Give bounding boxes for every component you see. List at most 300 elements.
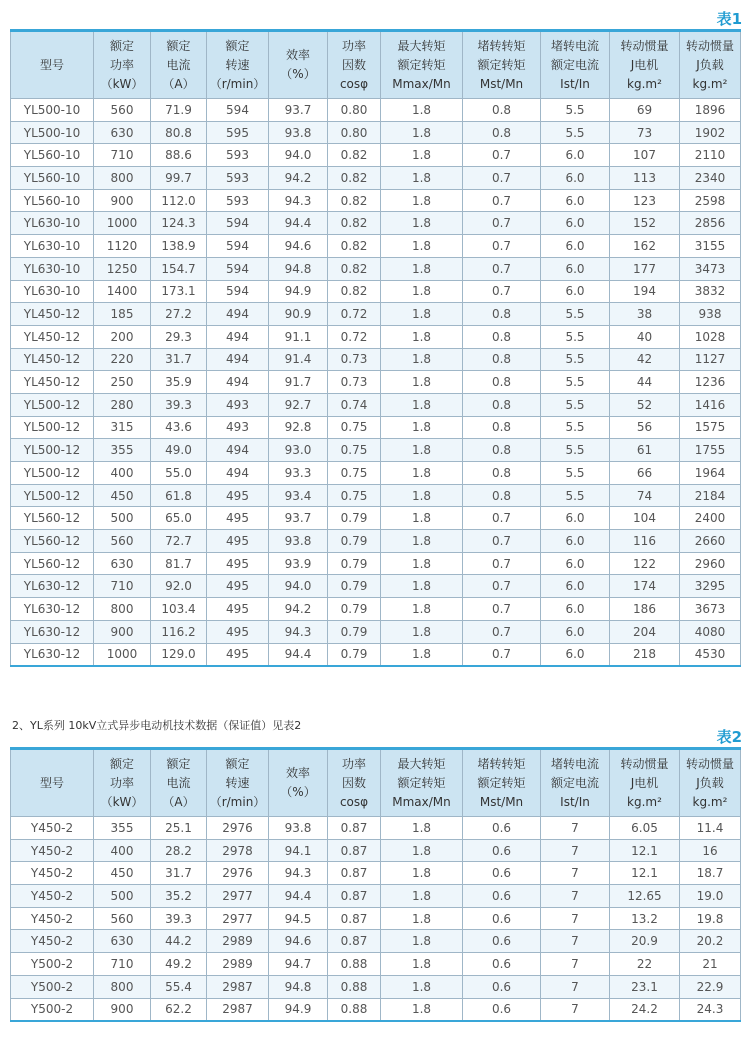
table-cell: 28.2 (151, 839, 207, 862)
table-cell: 94.5 (269, 907, 328, 930)
table-cell: 0.73 (328, 348, 381, 371)
table-cell: 0.87 (328, 862, 381, 885)
table-cell: YL560-10 (11, 189, 94, 212)
table-cell: 1.8 (381, 393, 463, 416)
table-cell: 0.8 (463, 325, 541, 348)
table-cell: 0.6 (463, 975, 541, 998)
column-header-line: 堵转转矩 (477, 38, 526, 53)
table-cell: 0.8 (463, 121, 541, 144)
table-cell: 112.0 (151, 189, 207, 212)
table-cell: 495 (207, 598, 269, 621)
table-cell: YL560-12 (11, 530, 94, 553)
table-cell: 1.8 (381, 371, 463, 394)
column-header-line: 效率 (285, 766, 310, 780)
table-cell: 74 (610, 484, 680, 507)
table-cell: YL450-12 (11, 325, 94, 348)
table-cell: 93.8 (269, 530, 328, 553)
table-cell: 500 (94, 507, 151, 530)
table-row (11, 817, 741, 840)
table-cell: 0.87 (328, 839, 381, 862)
table-cell: 6.0 (541, 643, 610, 666)
column-header-line: （r/min） (209, 76, 266, 91)
column-header (463, 31, 541, 99)
table-cell: 1.8 (381, 325, 463, 348)
table-cell: 4080 (680, 620, 741, 643)
table-cell: 94.8 (269, 257, 328, 280)
table-cell: 0.7 (463, 167, 541, 190)
column-header-line: 转动惯量 (620, 756, 669, 771)
table-row (11, 393, 741, 416)
table-cell: 593 (207, 167, 269, 190)
table-cell: 2184 (680, 484, 741, 507)
table-cell: 27.2 (151, 303, 207, 326)
table-row (11, 598, 741, 621)
table-cell: YL560-10 (11, 144, 94, 167)
table-cell: 5.5 (541, 325, 610, 348)
table-cell: 0.6 (463, 907, 541, 930)
table-row (11, 998, 741, 1021)
table-cell: 1.8 (381, 620, 463, 643)
table-cell: 5.5 (541, 416, 610, 439)
table-cell: 0.88 (328, 953, 381, 976)
table-cell: 560 (94, 907, 151, 930)
table-cell: 1964 (680, 462, 741, 485)
table-cell: 5.5 (541, 371, 610, 394)
table-cell: 2660 (680, 530, 741, 553)
table-cell: 493 (207, 393, 269, 416)
table-cell: 0.79 (328, 530, 381, 553)
table-cell: 710 (94, 953, 151, 976)
table-cell: 93.9 (269, 552, 328, 575)
table-cell: 7 (541, 953, 610, 976)
table-cell: 2987 (207, 975, 269, 998)
table-cell: 18.7 (680, 862, 741, 885)
table-cell: 593 (207, 144, 269, 167)
column-header-line: cosφ (339, 76, 369, 91)
column-header-line: （%） (280, 67, 316, 81)
column-header (269, 31, 328, 99)
table-cell: 94.2 (269, 167, 328, 190)
table-cell: 38 (610, 303, 680, 326)
table-cell: 0.79 (328, 620, 381, 643)
table-cell: 61 (610, 439, 680, 462)
table-cell: 2987 (207, 998, 269, 1021)
table-cell: 0.6 (463, 930, 541, 953)
table-cell: 19.0 (680, 885, 741, 908)
table-cell: 355 (94, 439, 151, 462)
table-cell: 116.2 (151, 620, 207, 643)
table-cell: 94.9 (269, 280, 328, 303)
table-cell: 0.79 (328, 575, 381, 598)
table-cell: 49.0 (151, 439, 207, 462)
table-cell: 6.0 (541, 235, 610, 258)
table-cell: 1.8 (381, 839, 463, 862)
column-header (328, 749, 381, 817)
table-cell: 1896 (680, 99, 741, 122)
table-cell: 65.0 (151, 507, 207, 530)
table-cell: 400 (94, 462, 151, 485)
table-cell: 595 (207, 121, 269, 144)
table-cell: 194 (610, 280, 680, 303)
table-cell: 1.8 (381, 167, 463, 190)
table-cell: 493 (207, 416, 269, 439)
table-cell: 99.7 (151, 167, 207, 190)
table-cell: YL630-10 (11, 257, 94, 280)
table-cell: 594 (207, 235, 269, 258)
table-cell: 1.8 (381, 862, 463, 885)
column-header (541, 749, 610, 817)
table-cell: 43.6 (151, 416, 207, 439)
table-cell: 1.8 (381, 953, 463, 976)
table-cell: 94.8 (269, 975, 328, 998)
table-cell: Y450-2 (11, 907, 94, 930)
table-cell: 31.7 (151, 348, 207, 371)
table2-header (11, 749, 741, 817)
table2-body (11, 817, 741, 1022)
table-row (11, 552, 741, 575)
table-cell: 173.1 (151, 280, 207, 303)
table-cell: 94.3 (269, 862, 328, 885)
table-cell: 92.7 (269, 393, 328, 416)
table-cell: 280 (94, 393, 151, 416)
table-cell: 55.4 (151, 975, 207, 998)
table-cell: 218 (610, 643, 680, 666)
table-cell: 2400 (680, 507, 741, 530)
table-cell: 129.0 (151, 643, 207, 666)
table-cell: 0.8 (463, 416, 541, 439)
table-cell: 0.7 (463, 507, 541, 530)
table-cell: 3832 (680, 280, 741, 303)
table-cell: 185 (94, 303, 151, 326)
column-header-line: 额定 (166, 38, 191, 53)
table-cell: 94.3 (269, 189, 328, 212)
table-row (11, 416, 741, 439)
table-cell: 94.4 (269, 885, 328, 908)
table-cell: 494 (207, 371, 269, 394)
table-cell: 0.7 (463, 643, 541, 666)
table-cell: 0.8 (463, 303, 541, 326)
table-cell: 154.7 (151, 257, 207, 280)
table-row (11, 507, 741, 530)
table-cell: 93.7 (269, 507, 328, 530)
column-header-line: 额定转矩 (477, 57, 526, 72)
table-cell: YL560-12 (11, 507, 94, 530)
table-cell: 0.79 (328, 507, 381, 530)
column-header-line: 型号 (39, 775, 64, 790)
table-cell: 495 (207, 643, 269, 666)
table-cell: 494 (207, 439, 269, 462)
table-cell: 495 (207, 484, 269, 507)
table-cell: 12.1 (610, 862, 680, 885)
table-cell: 594 (207, 99, 269, 122)
column-header-line: 转速 (225, 57, 250, 72)
table-cell: 4530 (680, 643, 741, 666)
table-cell: YL560-10 (11, 167, 94, 190)
table-cell: 0.6 (463, 817, 541, 840)
table-cell: 6.0 (541, 167, 610, 190)
table-cell: 1.8 (381, 552, 463, 575)
table-row (11, 907, 741, 930)
table-cell: 81.7 (151, 552, 207, 575)
table-cell: 1.8 (381, 930, 463, 953)
table-cell: 800 (94, 167, 151, 190)
table-cell: 7 (541, 817, 610, 840)
table-cell: 594 (207, 280, 269, 303)
table-cell: YL630-12 (11, 575, 94, 598)
column-header-line: 额定转矩 (397, 57, 446, 72)
table-cell: 94.4 (269, 212, 328, 235)
table-cell: 6.0 (541, 552, 610, 575)
table-row (11, 885, 741, 908)
column-header (151, 749, 207, 817)
table-cell: 0.82 (328, 167, 381, 190)
table-cell: 495 (207, 620, 269, 643)
table-cell: 94.6 (269, 235, 328, 258)
table-row (11, 167, 741, 190)
table-row (11, 439, 741, 462)
table-cell: 0.72 (328, 303, 381, 326)
table-cell: 3295 (680, 575, 741, 598)
column-header (269, 749, 328, 817)
table-cell: 92.8 (269, 416, 328, 439)
table-cell: 0.7 (463, 235, 541, 258)
column-header-line: 堵转电流 (550, 38, 599, 53)
section2-heading: 2、YL系列 10kV立式异步电动机技术数据（保证值）见表2 (12, 719, 302, 732)
column-header-line: 功率 (109, 57, 134, 72)
table-row (11, 930, 741, 953)
table-cell: 56 (610, 416, 680, 439)
column-header (328, 31, 381, 99)
table-cell: 1.8 (381, 885, 463, 908)
table2-header-row (11, 749, 741, 817)
table-cell: 495 (207, 507, 269, 530)
column-header-line: （A） (162, 794, 195, 809)
table-row (11, 99, 741, 122)
table-cell: 23.1 (610, 975, 680, 998)
table-cell: 0.88 (328, 975, 381, 998)
table-cell: 1.8 (381, 575, 463, 598)
table-cell: 0.82 (328, 189, 381, 212)
table-cell: 0.88 (328, 998, 381, 1021)
table-cell: 0.7 (463, 620, 541, 643)
column-header-line: cosφ (339, 794, 369, 809)
table-cell: 1000 (94, 643, 151, 666)
table-cell: 7 (541, 885, 610, 908)
table-cell: 1.8 (381, 643, 463, 666)
table-cell: 710 (94, 575, 151, 598)
column-header (151, 31, 207, 99)
column-header-line: 额定 (109, 756, 134, 771)
table-cell: 2977 (207, 885, 269, 908)
column-header (463, 749, 541, 817)
column-header-line: 转动惯量 (685, 756, 734, 771)
table-cell: 593 (207, 189, 269, 212)
table-cell: 2856 (680, 212, 741, 235)
table-cell: 0.87 (328, 885, 381, 908)
table-row (11, 212, 741, 235)
table-cell: 0.7 (463, 530, 541, 553)
table-cell: 0.82 (328, 235, 381, 258)
table-cell: 62.2 (151, 998, 207, 1021)
table-cell: 495 (207, 575, 269, 598)
table-cell: 594 (207, 257, 269, 280)
table-cell: YL500-12 (11, 484, 94, 507)
table-cell: 6.0 (541, 620, 610, 643)
table-cell: Y450-2 (11, 885, 94, 908)
table-cell: 113 (610, 167, 680, 190)
table-cell: 494 (207, 325, 269, 348)
table-row (11, 371, 741, 394)
table-cell: 1120 (94, 235, 151, 258)
table-cell: 1.8 (381, 121, 463, 144)
table1 (10, 29, 741, 667)
table-row (11, 121, 741, 144)
table-cell: 39.3 (151, 907, 207, 930)
table-cell: 494 (207, 303, 269, 326)
table1-body (11, 99, 741, 667)
table-cell: Y450-2 (11, 817, 94, 840)
table-cell: 7 (541, 930, 610, 953)
table-cell: 177 (610, 257, 680, 280)
table2 (10, 747, 741, 1022)
table-row (11, 257, 741, 280)
table-cell: 94.0 (269, 575, 328, 598)
table-cell: 0.73 (328, 371, 381, 394)
table-cell: 80.8 (151, 121, 207, 144)
table-cell: 710 (94, 144, 151, 167)
table-cell: 0.80 (328, 99, 381, 122)
table-cell: 1.8 (381, 998, 463, 1021)
table-cell: 90.9 (269, 303, 328, 326)
table-cell: 0.82 (328, 257, 381, 280)
table2-label: 表2 (716, 728, 742, 746)
table-cell: 0.75 (328, 462, 381, 485)
table-cell: 93.3 (269, 462, 328, 485)
table-cell: 5.5 (541, 439, 610, 462)
column-header-line: 功率 (341, 756, 366, 771)
table-cell: 0.6 (463, 998, 541, 1021)
table-cell: 0.82 (328, 144, 381, 167)
table-cell: 91.1 (269, 325, 328, 348)
table-cell: 0.7 (463, 144, 541, 167)
table-cell: 20.2 (680, 930, 741, 953)
table-cell: 560 (94, 530, 151, 553)
table-cell: 2989 (207, 953, 269, 976)
table-cell: 24.2 (610, 998, 680, 1021)
table-cell: 6.0 (541, 212, 610, 235)
table-cell: 200 (94, 325, 151, 348)
table-cell: 93.0 (269, 439, 328, 462)
table-cell: 1236 (680, 371, 741, 394)
column-header-line: 额定 (166, 756, 191, 771)
table-cell: 94.2 (269, 598, 328, 621)
table-cell: 5.5 (541, 393, 610, 416)
table-cell: 0.75 (328, 484, 381, 507)
column-header (11, 749, 94, 817)
table-cell: 1.8 (381, 257, 463, 280)
table-cell: 1028 (680, 325, 741, 348)
table-cell: YL500-10 (11, 121, 94, 144)
column-header (610, 749, 680, 817)
table-cell: 55.0 (151, 462, 207, 485)
column-header-line: Ist/In (560, 794, 590, 809)
column-header (11, 31, 94, 99)
table-cell: 500 (94, 885, 151, 908)
table-cell: 6.0 (541, 257, 610, 280)
table-cell: 35.2 (151, 885, 207, 908)
table-cell: Y500-2 (11, 953, 94, 976)
table-cell: 1.8 (381, 348, 463, 371)
table-cell: 0.7 (463, 552, 541, 575)
table-cell: 6.0 (541, 575, 610, 598)
table-cell: 1755 (680, 439, 741, 462)
table-cell: 1.8 (381, 416, 463, 439)
column-header (541, 31, 610, 99)
column-header-line: Mst/Mn (479, 794, 524, 809)
column-header-line: 额定 (225, 38, 250, 53)
column-header-line: 额定转矩 (397, 775, 446, 790)
table-cell: 594 (207, 212, 269, 235)
table-cell: 0.7 (463, 280, 541, 303)
table-cell: 6.0 (541, 280, 610, 303)
table-cell: 186 (610, 598, 680, 621)
table-cell: 49.2 (151, 953, 207, 976)
table-cell: 7 (541, 975, 610, 998)
table-cell: 0.6 (463, 953, 541, 976)
column-header-line: 型号 (39, 57, 64, 72)
table-cell: 35.9 (151, 371, 207, 394)
table-cell: 5.5 (541, 303, 610, 326)
table-cell: 495 (207, 552, 269, 575)
table-cell: 11.4 (680, 817, 741, 840)
table-cell: 71.9 (151, 99, 207, 122)
table-cell: 1.8 (381, 975, 463, 998)
table-cell: 6.0 (541, 144, 610, 167)
table-cell: 66 (610, 462, 680, 485)
table-cell: 0.8 (463, 348, 541, 371)
table-cell: YL630-10 (11, 280, 94, 303)
table-cell: 94.6 (269, 930, 328, 953)
table-cell: Y500-2 (11, 998, 94, 1021)
table-cell: 93.8 (269, 817, 328, 840)
table-cell: 5.5 (541, 348, 610, 371)
table-cell: 0.8 (463, 439, 541, 462)
column-header (381, 31, 463, 99)
column-header-line: J电机 (630, 775, 659, 790)
column-header (94, 749, 151, 817)
table-cell: 0.7 (463, 575, 541, 598)
table-row (11, 303, 741, 326)
column-header-line: 堵转电流 (550, 756, 599, 771)
table-cell: YL630-12 (11, 598, 94, 621)
column-header-line: kg.m² (692, 76, 728, 91)
table-cell: Y450-2 (11, 930, 94, 953)
table-cell: 6.0 (541, 507, 610, 530)
table-cell: 2598 (680, 189, 741, 212)
column-header-line: （r/min） (209, 794, 266, 809)
table-cell: 0.79 (328, 643, 381, 666)
table-cell: 24.3 (680, 998, 741, 1021)
table-row (11, 280, 741, 303)
table-cell: 138.9 (151, 235, 207, 258)
table-row (11, 862, 741, 885)
table-cell: 1.8 (381, 439, 463, 462)
table-cell: 1.8 (381, 484, 463, 507)
table-cell: 2978 (207, 839, 269, 862)
table-row (11, 325, 741, 348)
table-cell: 5.5 (541, 121, 610, 144)
table-cell: 0.8 (463, 462, 541, 485)
